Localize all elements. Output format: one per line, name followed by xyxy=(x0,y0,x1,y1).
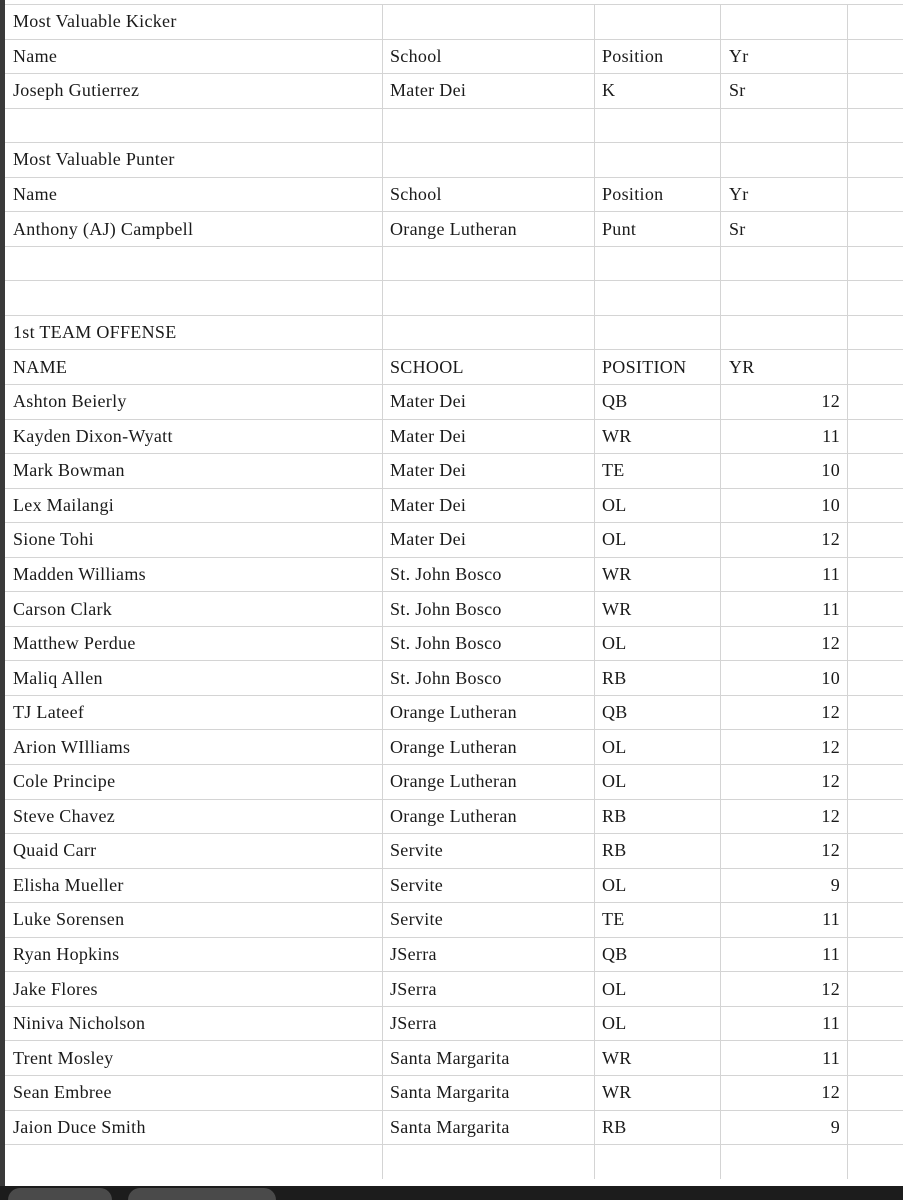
empty-cell[interactable] xyxy=(848,1145,903,1179)
player-name[interactable]: Joseph Gutierrez xyxy=(5,74,383,108)
table-row xyxy=(5,557,903,592)
spreadsheet-grid xyxy=(5,4,903,1179)
table-row xyxy=(5,384,903,419)
table-row xyxy=(5,764,903,799)
player-name[interactable]: Jaion Duce Smith xyxy=(5,1111,383,1145)
header-school[interactable]: School xyxy=(383,178,595,212)
player-yr[interactable]: 12 xyxy=(721,765,848,799)
empty-cell[interactable] xyxy=(848,730,903,764)
player-name[interactable]: Trent Mosley xyxy=(5,1041,383,1075)
empty-cell[interactable] xyxy=(721,5,848,39)
player-school[interactable]: JSerra xyxy=(383,972,595,1006)
empty-cell[interactable] xyxy=(848,523,903,557)
empty-cell[interactable] xyxy=(848,316,903,350)
empty-cell[interactable] xyxy=(383,143,595,177)
player-name[interactable]: Arion WIlliams xyxy=(5,730,383,764)
empty-cell[interactable] xyxy=(721,281,848,315)
empty-cell[interactable] xyxy=(383,109,595,143)
player-yr[interactable]: 11 xyxy=(721,592,848,626)
empty-cell[interactable] xyxy=(848,143,903,177)
bottom-toolbar xyxy=(0,1186,903,1200)
empty-cell[interactable] xyxy=(383,5,595,39)
empty-cell[interactable] xyxy=(848,869,903,903)
player-yr[interactable]: 12 xyxy=(721,523,848,557)
empty-cell[interactable] xyxy=(848,420,903,454)
player-yr[interactable]: 11 xyxy=(721,938,848,972)
player-school[interactable]: Santa Margarita xyxy=(383,1111,595,1145)
player-yr[interactable]: 12 xyxy=(721,1076,848,1110)
empty-cell[interactable] xyxy=(595,247,721,281)
table-row xyxy=(5,453,903,488)
player-name[interactable]: Steve Chavez xyxy=(5,800,383,834)
empty-cell[interactable] xyxy=(848,1007,903,1041)
player-position[interactable]: WR xyxy=(595,1076,721,1110)
player-name[interactable]: Quaid Carr xyxy=(5,834,383,868)
player-school[interactable]: St. John Bosco xyxy=(383,627,595,661)
table-row xyxy=(5,419,903,454)
player-position[interactable]: WR xyxy=(595,592,721,626)
player-position[interactable]: RB xyxy=(595,1111,721,1145)
empty-cell[interactable] xyxy=(383,1145,595,1179)
player-name[interactable]: Ryan Hopkins xyxy=(5,938,383,972)
player-name[interactable]: Mark Bowman xyxy=(5,454,383,488)
blank-row xyxy=(5,246,903,281)
empty-cell[interactable] xyxy=(721,1145,848,1179)
header-name[interactable]: NAME xyxy=(5,350,383,384)
player-yr[interactable]: 12 xyxy=(721,385,848,419)
empty-cell[interactable] xyxy=(848,1076,903,1110)
player-school[interactable]: Mater Dei xyxy=(383,489,595,523)
empty-cell[interactable] xyxy=(595,1145,721,1179)
header-yr[interactable]: Yr xyxy=(721,178,848,212)
empty-cell[interactable] xyxy=(848,592,903,626)
blank-row xyxy=(5,1144,903,1179)
player-school[interactable]: Santa Margarita xyxy=(383,1076,595,1110)
empty-cell[interactable] xyxy=(848,834,903,868)
section-title-kicker[interactable]: Most Valuable Kicker xyxy=(5,5,383,39)
player-name[interactable]: TJ Lateef xyxy=(5,696,383,730)
empty-cell[interactable] xyxy=(848,74,903,108)
section-title-row-punter xyxy=(5,142,903,177)
player-yr[interactable]: 11 xyxy=(721,558,848,592)
table-row xyxy=(5,488,903,523)
player-position[interactable]: RB xyxy=(595,800,721,834)
player-name[interactable]: Madden Williams xyxy=(5,558,383,592)
section-title-offense[interactable]: 1st TEAM OFFENSE xyxy=(5,316,383,350)
offense-rows xyxy=(5,384,903,1144)
header-yr[interactable]: Yr xyxy=(721,40,848,74)
player-name[interactable]: Kayden Dixon-Wyatt xyxy=(5,420,383,454)
table-row xyxy=(5,1075,903,1110)
header-school[interactable]: SCHOOL xyxy=(383,350,595,384)
player-position[interactable]: K xyxy=(595,74,721,108)
empty-cell[interactable] xyxy=(848,800,903,834)
player-position[interactable]: OL xyxy=(595,972,721,1006)
empty-cell[interactable] xyxy=(721,316,848,350)
empty-cell[interactable] xyxy=(848,903,903,937)
player-position[interactable]: WR xyxy=(595,420,721,454)
player-yr[interactable]: 12 xyxy=(721,730,848,764)
player-position[interactable]: RB xyxy=(595,661,721,695)
empty-cell[interactable] xyxy=(848,1111,903,1145)
table-row xyxy=(5,1006,903,1041)
header-school[interactable]: School xyxy=(383,40,595,74)
empty-cell[interactable] xyxy=(848,247,903,281)
table-row xyxy=(5,522,903,557)
player-school[interactable]: Servite xyxy=(383,903,595,937)
header-row-punter xyxy=(5,177,903,212)
player-position[interactable]: Punt xyxy=(595,212,721,246)
player-yr[interactable]: Sr xyxy=(721,212,848,246)
player-yr[interactable]: 9 xyxy=(721,1111,848,1145)
player-position[interactable]: OL xyxy=(595,1007,721,1041)
player-name[interactable]: Ashton Beierly xyxy=(5,385,383,419)
empty-cell[interactable] xyxy=(848,281,903,315)
player-school[interactable]: St. John Bosco xyxy=(383,558,595,592)
table-row xyxy=(5,626,903,661)
blank-row xyxy=(5,280,903,315)
player-name[interactable]: Sean Embree xyxy=(5,1076,383,1110)
empty-cell[interactable] xyxy=(848,627,903,661)
table-row xyxy=(5,211,903,246)
player-yr[interactable]: 11 xyxy=(721,1007,848,1041)
player-name[interactable]: Anthony (AJ) Campbell xyxy=(5,212,383,246)
empty-cell[interactable] xyxy=(595,281,721,315)
player-yr[interactable]: 12 xyxy=(721,800,848,834)
empty-cell[interactable] xyxy=(5,1145,383,1179)
empty-cell[interactable] xyxy=(848,212,903,246)
section-title-row-kicker xyxy=(5,4,903,39)
player-name[interactable]: Luke Sorensen xyxy=(5,903,383,937)
player-yr[interactable]: 12 xyxy=(721,972,848,1006)
empty-cell[interactable] xyxy=(848,40,903,74)
empty-cell[interactable] xyxy=(5,109,383,143)
player-school[interactable]: Orange Lutheran xyxy=(383,730,595,764)
table-row xyxy=(5,591,903,626)
empty-cell[interactable] xyxy=(5,247,383,281)
header-position[interactable]: POSITION xyxy=(595,350,721,384)
table-row xyxy=(5,1110,903,1145)
empty-cell[interactable] xyxy=(721,109,848,143)
header-name[interactable]: Name xyxy=(5,40,383,74)
player-school[interactable]: Mater Dei xyxy=(383,420,595,454)
player-school[interactable]: Mater Dei xyxy=(383,523,595,557)
table-row xyxy=(5,729,903,764)
table-row xyxy=(5,833,903,868)
empty-cell[interactable] xyxy=(848,454,903,488)
empty-cell[interactable] xyxy=(848,385,903,419)
player-school[interactable]: Orange Lutheran xyxy=(383,800,595,834)
player-position[interactable]: RB xyxy=(595,834,721,868)
empty-cell[interactable] xyxy=(848,972,903,1006)
table-row xyxy=(5,799,903,834)
empty-cell[interactable] xyxy=(595,109,721,143)
player-name[interactable]: Sione Tohi xyxy=(5,523,383,557)
empty-cell[interactable] xyxy=(848,938,903,972)
player-school[interactable]: St. John Bosco xyxy=(383,592,595,626)
player-yr[interactable]: 11 xyxy=(721,903,848,937)
empty-cell[interactable] xyxy=(383,316,595,350)
header-row-offense xyxy=(5,349,903,384)
empty-cell[interactable] xyxy=(848,489,903,523)
player-name[interactable]: Carson Clark xyxy=(5,592,383,626)
player-school[interactable]: Mater Dei xyxy=(383,385,595,419)
header-yr[interactable]: YR xyxy=(721,350,848,384)
player-yr[interactable]: 10 xyxy=(721,661,848,695)
player-school[interactable]: JSerra xyxy=(383,938,595,972)
table-row xyxy=(5,1040,903,1075)
empty-cell[interactable] xyxy=(848,661,903,695)
player-name[interactable]: Matthew Perdue xyxy=(5,627,383,661)
blank-row xyxy=(5,108,903,143)
toolbar-tab[interactable] xyxy=(128,1188,276,1200)
table-row xyxy=(5,695,903,730)
player-position[interactable]: WR xyxy=(595,1041,721,1075)
player-yr[interactable]: Sr xyxy=(721,74,848,108)
empty-cell[interactable] xyxy=(595,5,721,39)
header-position[interactable]: Position xyxy=(595,178,721,212)
player-name[interactable]: Jake Flores xyxy=(5,972,383,1006)
empty-cell[interactable] xyxy=(5,281,383,315)
player-school[interactable]: St. John Bosco xyxy=(383,661,595,695)
player-position[interactable]: OL xyxy=(595,523,721,557)
player-school[interactable]: Mater Dei xyxy=(383,454,595,488)
player-yr[interactable]: 11 xyxy=(721,420,848,454)
player-yr[interactable]: 10 xyxy=(721,454,848,488)
player-position[interactable]: OL xyxy=(595,765,721,799)
empty-cell[interactable] xyxy=(848,765,903,799)
player-yr[interactable]: 11 xyxy=(721,1041,848,1075)
player-yr[interactable]: 12 xyxy=(721,834,848,868)
player-name[interactable]: Elisha Mueller xyxy=(5,869,383,903)
player-school[interactable]: Santa Margarita xyxy=(383,1041,595,1075)
table-row xyxy=(5,937,903,972)
player-position[interactable]: OL xyxy=(595,730,721,764)
player-name[interactable]: Lex Mailangi xyxy=(5,489,383,523)
player-position[interactable]: OL xyxy=(595,627,721,661)
empty-cell[interactable] xyxy=(848,696,903,730)
player-school[interactable]: Orange Lutheran xyxy=(383,212,595,246)
empty-cell[interactable] xyxy=(721,143,848,177)
empty-cell[interactable] xyxy=(595,143,721,177)
table-row xyxy=(5,73,903,108)
player-position[interactable]: TE xyxy=(595,903,721,937)
player-school[interactable]: Servite xyxy=(383,834,595,868)
empty-cell[interactable] xyxy=(848,1041,903,1075)
player-school[interactable]: Mater Dei xyxy=(383,74,595,108)
empty-cell[interactable] xyxy=(595,316,721,350)
player-yr[interactable]: 10 xyxy=(721,489,848,523)
header-row-kicker xyxy=(5,39,903,74)
player-yr[interactable]: 12 xyxy=(721,696,848,730)
player-name[interactable]: Cole Principe xyxy=(5,765,383,799)
section-title-row-offense xyxy=(5,315,903,350)
table-row xyxy=(5,971,903,1006)
toolbar-tab[interactable] xyxy=(8,1188,112,1200)
player-position[interactable]: QB xyxy=(595,696,721,730)
player-school[interactable]: Orange Lutheran xyxy=(383,765,595,799)
table-row xyxy=(5,660,903,695)
player-position[interactable]: WR xyxy=(595,558,721,592)
player-position[interactable]: QB xyxy=(595,385,721,419)
player-name[interactable]: Niniva Nicholson xyxy=(5,1007,383,1041)
player-school[interactable]: Orange Lutheran xyxy=(383,696,595,730)
empty-cell[interactable] xyxy=(383,247,595,281)
header-position[interactable]: Position xyxy=(595,40,721,74)
empty-cell[interactable] xyxy=(848,5,903,39)
empty-cell[interactable] xyxy=(848,178,903,212)
player-yr[interactable]: 9 xyxy=(721,869,848,903)
player-position[interactable]: OL xyxy=(595,489,721,523)
player-position[interactable]: OL xyxy=(595,869,721,903)
empty-cell[interactable] xyxy=(721,247,848,281)
player-school[interactable]: Servite xyxy=(383,869,595,903)
player-position[interactable]: QB xyxy=(595,938,721,972)
player-school[interactable]: JSerra xyxy=(383,1007,595,1041)
table-row xyxy=(5,902,903,937)
empty-cell[interactable] xyxy=(383,281,595,315)
section-title-punter[interactable]: Most Valuable Punter xyxy=(5,143,383,177)
player-yr[interactable]: 12 xyxy=(721,627,848,661)
table-row xyxy=(5,868,903,903)
empty-cell[interactable] xyxy=(848,109,903,143)
player-position[interactable]: TE xyxy=(595,454,721,488)
player-name[interactable]: Maliq Allen xyxy=(5,661,383,695)
empty-cell[interactable] xyxy=(848,350,903,384)
empty-cell[interactable] xyxy=(848,558,903,592)
header-name[interactable]: Name xyxy=(5,178,383,212)
